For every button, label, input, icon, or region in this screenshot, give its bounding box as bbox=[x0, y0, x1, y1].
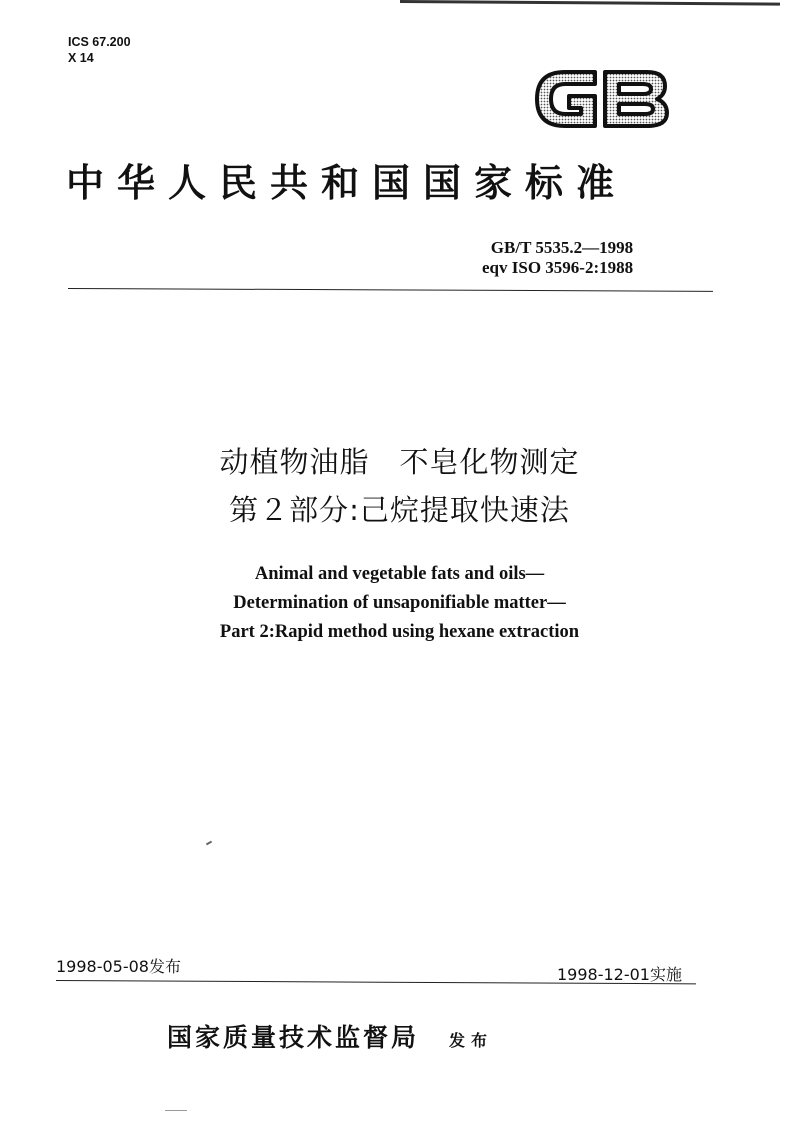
issuer-verb: 发布 bbox=[449, 1031, 494, 1050]
issue-date: 1998-05-08发布 bbox=[56, 957, 181, 976]
english-title-line-3: Part 2:Rapid method using hexane extraction bbox=[219, 622, 580, 642]
gb-logo-graphic bbox=[525, 58, 675, 140]
scan-mark-bottom bbox=[165, 1110, 187, 1111]
issuer-name: 国家质量技术监督局 bbox=[167, 1023, 420, 1052]
standard-code: GB/T 5535.2—1998 bbox=[490, 238, 634, 257]
header-divider bbox=[68, 288, 713, 292]
standard-number bbox=[482, 238, 633, 278]
english-title-line-1: Animal and vegetable fats and oils— bbox=[254, 564, 545, 584]
class-code: X 14 bbox=[68, 51, 94, 65]
issuer bbox=[167, 1018, 493, 1054]
ics-code: ICS 67.200 bbox=[68, 35, 131, 49]
chinese-title-line-1: 动植物油脂 不皂化物测定 bbox=[219, 445, 580, 479]
equivalent-iso-code: eqv ISO 3596-2:1988 bbox=[482, 258, 634, 277]
scan-speck bbox=[206, 841, 212, 846]
implementation-date: 1998-12-01实施 bbox=[557, 965, 682, 984]
gb-logo-icon bbox=[525, 58, 675, 140]
classification-codes bbox=[68, 34, 131, 66]
scan-edge-line bbox=[400, 0, 780, 6]
chinese-title-line-2: 第２部分:己烷提取快速法 bbox=[229, 493, 570, 527]
national-standard-title: 中华人民共和国国家标准 bbox=[66, 160, 628, 205]
english-title-line-2: Determination of unsaponifiable matter— bbox=[233, 593, 566, 613]
chinese-title bbox=[0, 438, 799, 534]
english-title bbox=[0, 560, 799, 647]
